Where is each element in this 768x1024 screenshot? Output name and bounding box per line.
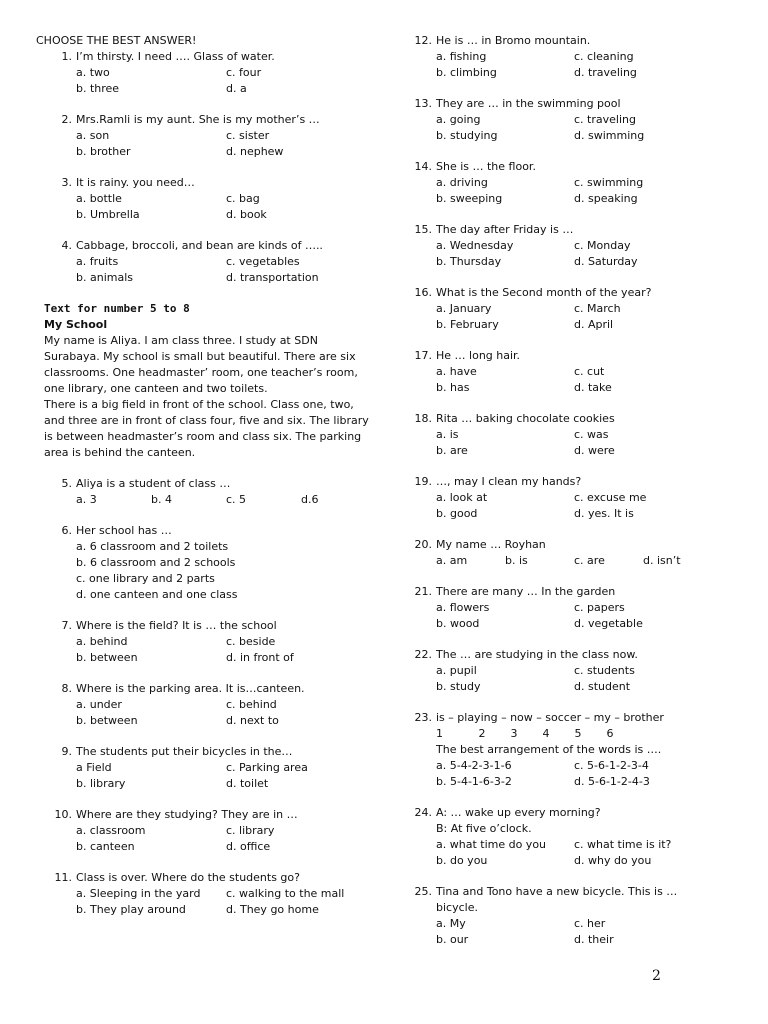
answer-option: c. her — [574, 917, 606, 930]
question-text: My name … Royhan — [436, 538, 546, 551]
answer-option: c. four — [226, 66, 262, 79]
question-text: Rita … baking chocolate cookies — [436, 412, 615, 425]
question-number: 16. — [414, 286, 432, 299]
question-text: Tina and Tono have a new bicycle. This is … bicycle. — [436, 885, 678, 914]
answer-option: b. February — [436, 318, 499, 331]
question — [36, 476, 376, 508]
question-text: They are … in the swimming pool — [436, 97, 621, 110]
question-number: 18. — [414, 412, 432, 425]
question — [412, 474, 712, 522]
question-text: The students put their bicycles in the… — [76, 745, 293, 758]
answer-option: a. 6 classroom and 2 toilets — [76, 540, 229, 553]
answer-option: b. animals — [76, 271, 133, 284]
question-number: 8. — [61, 682, 72, 695]
answer-option: a. Sleeping in the yard — [76, 887, 201, 900]
question-number: 24. — [414, 806, 432, 819]
answer-options — [412, 490, 712, 522]
answer-option: d. transportation — [226, 271, 319, 284]
answer-option: d. They go home — [226, 903, 319, 916]
answer-option: b. They play around — [76, 903, 186, 916]
question — [36, 49, 376, 97]
question-text: He is … in Bromo mountain. — [436, 34, 591, 47]
answer-option: a. what time do you — [436, 838, 547, 851]
question-number: 13. — [414, 97, 432, 110]
answer-option: a. am — [436, 554, 468, 567]
right-column — [412, 33, 712, 963]
answer-option: b. wood — [436, 617, 480, 630]
question — [412, 33, 712, 81]
answer-option: a. 3 — [76, 493, 97, 506]
question-number: 12. — [414, 34, 432, 47]
question-instruction: The best arrangement of the words is …. — [436, 743, 662, 756]
question-number: 7. — [61, 619, 72, 632]
question-number: 17. — [414, 349, 432, 362]
answer-option: c. 5-6-1-2-3-4 — [574, 759, 649, 772]
answer-option: c. March — [574, 302, 621, 315]
answer-option: a Field — [76, 761, 112, 774]
question-group-3 — [412, 33, 712, 695]
page-number: 2 — [652, 968, 661, 984]
answer-option: a. fruits — [76, 255, 119, 268]
question-text: She is … the floor. — [436, 160, 536, 173]
word-number: 2 — [478, 727, 486, 740]
answer-option: c. beside — [226, 635, 276, 648]
answer-option: a. classroom — [76, 824, 146, 837]
answer-options — [36, 886, 376, 918]
question — [412, 348, 712, 396]
question — [36, 238, 376, 286]
answer-option: b. canteen — [76, 840, 135, 853]
answer-option: b. brother — [76, 145, 131, 158]
word-number: 3 — [510, 727, 518, 740]
answer-options — [36, 634, 376, 666]
question — [412, 710, 712, 790]
question-number: 4. — [61, 239, 72, 252]
answer-option: d. 5-6-1-2-4-3 — [574, 775, 650, 788]
answer-options — [412, 364, 712, 396]
question-number: 21. — [414, 585, 432, 598]
answer-options — [412, 600, 712, 632]
answer-option: b. 6 classroom and 2 schools — [76, 556, 236, 569]
answer-option: b. Thursday — [436, 255, 502, 268]
question — [412, 222, 712, 270]
question-number: 5. — [61, 477, 72, 490]
question-number: 14. — [414, 160, 432, 173]
answer-option: d. toilet — [226, 777, 269, 790]
answer-option: d. office — [226, 840, 271, 853]
answer-option: c. behind — [226, 698, 277, 711]
answer-option: d. were — [574, 444, 615, 457]
answer-option: a. pupil — [436, 664, 477, 677]
question-text: Class is over. Where do the students go? — [76, 871, 300, 884]
answer-option: c. cleaning — [574, 50, 634, 63]
answer-options — [412, 175, 712, 207]
question — [412, 159, 712, 207]
answer-option: b. has — [436, 381, 470, 394]
answer-option: c. Monday — [574, 239, 631, 252]
question-number: 2. — [61, 113, 72, 126]
answer-option: d. take — [574, 381, 612, 394]
answer-option: b. study — [436, 680, 481, 693]
answer-option: d.6 — [301, 493, 319, 506]
answer-option: a. fishing — [436, 50, 487, 63]
reading-text-subtitle: My School — [44, 318, 108, 331]
answer-options — [36, 697, 376, 729]
question-number: 20. — [414, 538, 432, 551]
answer-option: b. library — [76, 777, 126, 790]
answer-option: c. Parking area — [226, 761, 308, 774]
answer-options — [412, 49, 712, 81]
answer-option: d. why do you — [574, 854, 652, 867]
answer-options — [412, 837, 712, 869]
question-number: 22. — [414, 648, 432, 661]
question-group-1 — [36, 49, 376, 286]
question-text: Her school has … — [76, 524, 172, 537]
instructions-heading: CHOOSE THE BEST ANSWER! — [36, 34, 197, 47]
answer-options — [36, 65, 376, 97]
question-number: 6. — [61, 524, 72, 537]
question — [412, 285, 712, 333]
answer-option: c. students — [574, 664, 635, 677]
answer-option: c. excuse me — [574, 491, 647, 504]
word-number: 6 — [606, 727, 614, 740]
question — [412, 584, 712, 632]
question-number: 15. — [414, 223, 432, 236]
answer-option: d. a — [226, 82, 247, 95]
question — [412, 805, 712, 869]
answer-option: b. good — [436, 507, 478, 520]
answer-option: c. one library and 2 parts — [76, 572, 215, 585]
question — [36, 618, 376, 666]
question-text: There are many … In the garden — [436, 585, 616, 598]
answer-option: a. behind — [76, 635, 128, 648]
question — [36, 807, 376, 855]
answer-option: d. April — [574, 318, 614, 331]
answer-option: a. son — [76, 129, 110, 142]
question-text: The day after Friday is … — [436, 223, 574, 236]
question-number: 11. — [54, 871, 72, 884]
answer-options — [412, 553, 712, 569]
answer-option: d. swimming — [574, 129, 645, 142]
answer-option: a. My — [436, 917, 466, 930]
answer-option: b. between — [76, 714, 138, 727]
answer-options — [412, 427, 712, 459]
answer-option: a. going — [436, 113, 481, 126]
answer-option: b. Umbrella — [76, 208, 140, 221]
answer-option: c. cut — [574, 365, 605, 378]
question — [412, 647, 712, 695]
answer-option: b. do you — [436, 854, 488, 867]
answer-options — [412, 112, 712, 144]
reading-text-title: Text for number 5 to 8 — [44, 302, 190, 315]
answer-options — [412, 238, 712, 270]
question-text: Mrs.Ramli is my aunt. She is my mother’s … — [76, 113, 320, 126]
answer-option: c. sister — [226, 129, 270, 142]
question-text: Where is the parking area. It is…canteen. — [76, 682, 305, 695]
question-text: Where is the field? It is … the school — [76, 619, 277, 632]
answer-options — [412, 301, 712, 333]
answer-option: c. bag — [226, 192, 260, 205]
answer-option: a. flowers — [436, 601, 490, 614]
question-number: 10. — [54, 808, 72, 821]
answer-option: c. was — [574, 428, 609, 441]
answer-options — [36, 128, 376, 160]
word-number: 1 — [436, 727, 443, 740]
question — [412, 537, 712, 569]
reading-text — [36, 301, 376, 461]
answer-option: d. Saturday — [574, 255, 638, 268]
answer-option: c. 5 — [226, 493, 247, 506]
word-numbers — [412, 726, 712, 742]
word-number: 5 — [574, 727, 582, 740]
answer-options — [36, 539, 376, 603]
answer-option: d. their — [574, 933, 614, 946]
answer-option: d. speaking — [574, 192, 638, 205]
answer-option: b. 5-4-1-6-3-2 — [436, 775, 512, 788]
answer-options — [36, 760, 376, 792]
question-number: 1. — [61, 50, 72, 63]
answer-option: d. in front of — [226, 651, 294, 664]
answer-option: d. book — [226, 208, 267, 221]
question — [36, 175, 376, 223]
question — [36, 870, 376, 918]
answer-option: a. Wednesday — [436, 239, 514, 252]
question-text: Aliya is a student of class … — [76, 477, 231, 490]
answer-option: c. what time is it? — [574, 838, 672, 851]
question-text: is – playing – now – soccer – my – brother — [436, 711, 664, 724]
answer-option: a. under — [76, 698, 122, 711]
answer-option: b. studying — [436, 129, 498, 142]
answer-options — [412, 663, 712, 695]
answer-options — [36, 254, 376, 286]
question — [36, 744, 376, 792]
answer-option: c. swimming — [574, 176, 644, 189]
reading-paragraph: My name is Aliya. I am class three. I study at SDN Surabaya. My school is small but beautiful. There are six classrooms. One headmaster’ room, one teacher’s room, one library, one canteen and two toilets. — [44, 334, 358, 395]
word-number: 4 — [542, 727, 550, 740]
answer-option: d. one canteen and one class — [76, 588, 238, 601]
answer-options — [412, 916, 712, 948]
question-number: 3. — [61, 176, 72, 189]
question — [412, 884, 712, 948]
answer-option: a. January — [436, 302, 492, 315]
answer-option: d. isn’t — [643, 554, 681, 567]
answer-options — [36, 191, 376, 223]
question — [412, 96, 712, 144]
answer-option: a. 5-4-2-3-1-6 — [436, 759, 512, 772]
answer-option: b. climbing — [436, 66, 497, 79]
question-number: 23. — [414, 711, 432, 724]
answer-option: a. have — [436, 365, 477, 378]
answer-option: d. vegetable — [574, 617, 643, 630]
answer-option: a. look at — [436, 491, 488, 504]
answer-option: d. next to — [226, 714, 279, 727]
answer-option: c. library — [226, 824, 275, 837]
answer-option: d. student — [574, 680, 631, 693]
answer-option: b. 4 — [151, 493, 172, 506]
answer-option: d. traveling — [574, 66, 637, 79]
question — [36, 681, 376, 729]
answer-option: b. are — [436, 444, 468, 457]
answer-option: a. two — [76, 66, 110, 79]
answer-option: a. driving — [436, 176, 488, 189]
reading-paragraph: There is a big field in front of the school. Class one, two, and three are in front of class four, five and six. The library is between headmaster’s room and class six. The parking area is behind the canteen. — [44, 398, 369, 459]
answer-option: c. papers — [574, 601, 625, 614]
question — [412, 411, 712, 459]
answer-options — [36, 492, 376, 508]
question-number: 19. — [414, 475, 432, 488]
answer-option: c. vegetables — [226, 255, 300, 268]
answer-option: b. three — [76, 82, 120, 95]
question-text: He … long hair. — [436, 349, 521, 362]
question-text: It is rainy. you need… — [76, 176, 195, 189]
question — [36, 112, 376, 160]
answer-option: c. walking to the mall — [226, 887, 345, 900]
question-text: The … are studying in the class now. — [436, 648, 638, 661]
question-text: Cabbage, broccoli, and bean are kinds of ….. — [76, 239, 323, 252]
question-text: What is the Second month of the year? — [436, 286, 652, 299]
answer-option: c. traveling — [574, 113, 636, 126]
answer-option: d. nephew — [226, 145, 284, 158]
answer-option: a. is — [436, 428, 459, 441]
answer-option: b. is — [505, 554, 528, 567]
question-text: A: … wake up every morning? — [436, 806, 601, 819]
question — [36, 523, 376, 603]
answer-options — [36, 823, 376, 855]
answer-option: c. are — [574, 554, 605, 567]
question-text: Where are they studying? They are in … — [76, 808, 298, 821]
question-group-2 — [36, 476, 376, 918]
question-number: 9. — [61, 745, 72, 758]
question-number: 25. — [414, 885, 432, 898]
question-text: I’m thirsty. I need …. Glass of water. — [76, 50, 275, 63]
answer-option: b. between — [76, 651, 138, 664]
answer-option: b. sweeping — [436, 192, 503, 205]
left-column — [36, 33, 376, 933]
answer-option: b. our — [436, 933, 469, 946]
answer-option: d. yes. It is — [574, 507, 634, 520]
question-text-line-2: B: At five o’clock. — [436, 822, 532, 835]
answer-option: a. bottle — [76, 192, 122, 205]
answer-options — [412, 758, 712, 790]
question-text: …, may I clean my hands? — [436, 475, 582, 488]
